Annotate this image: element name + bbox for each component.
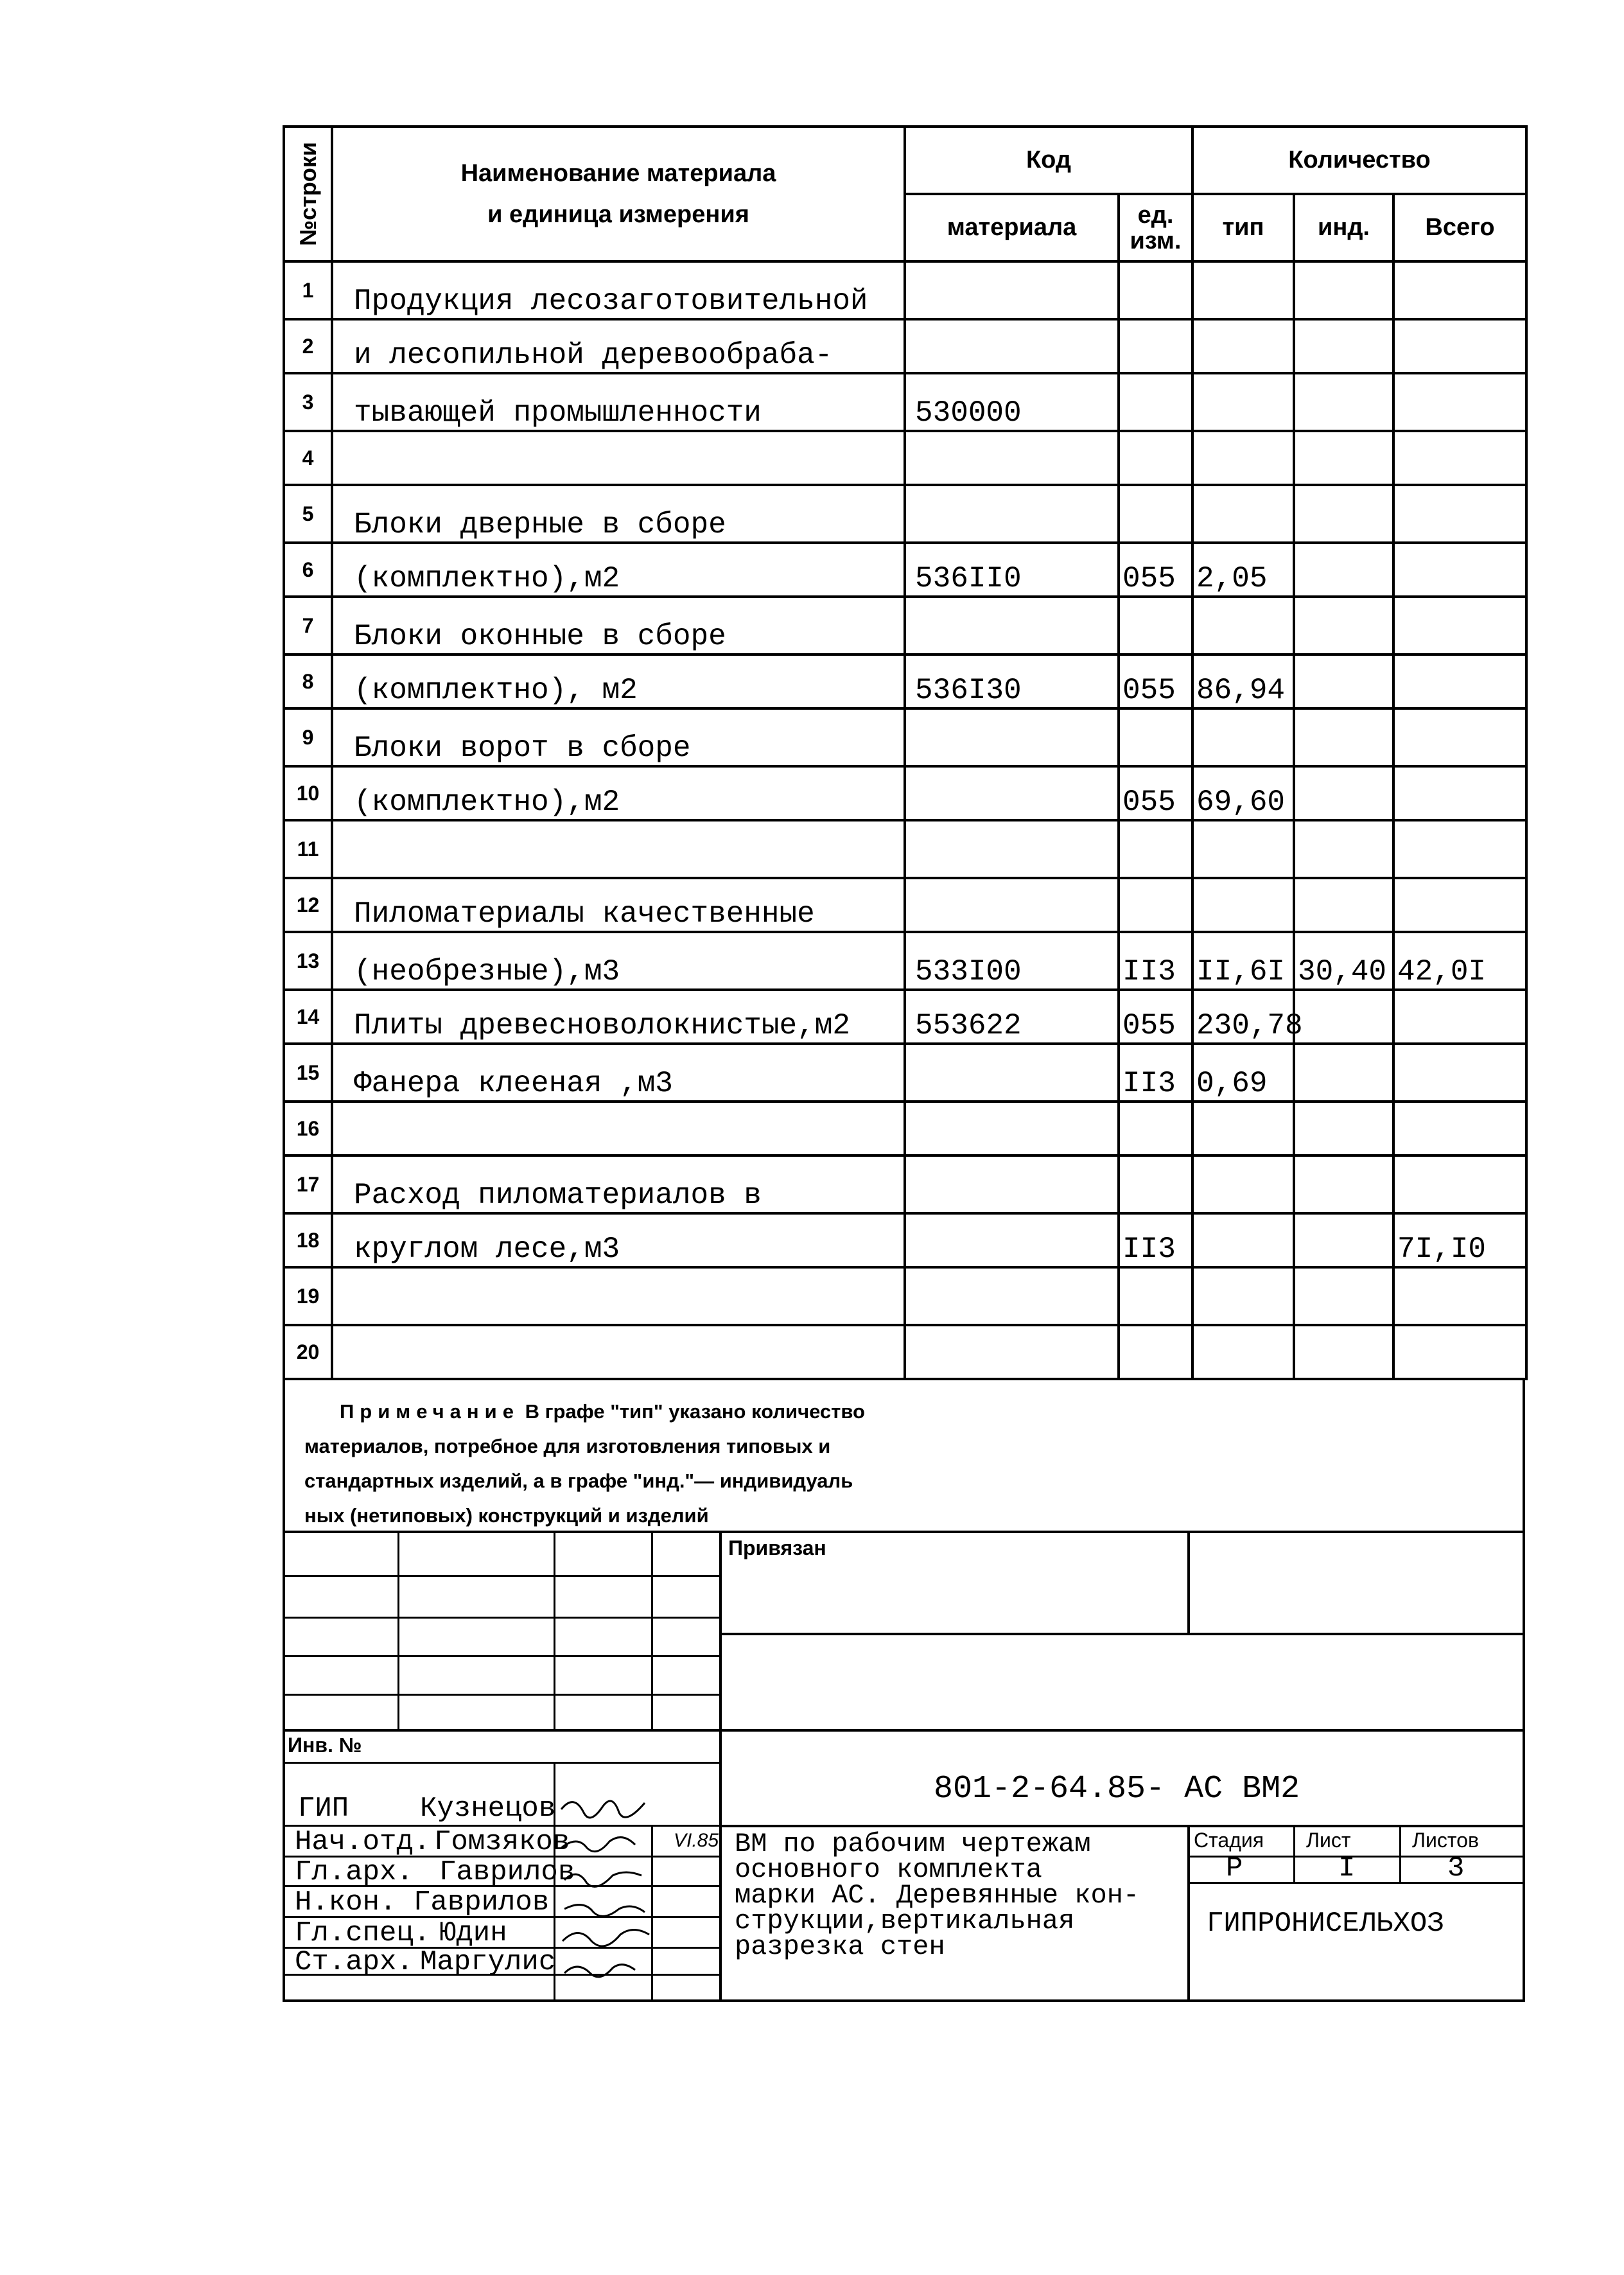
material-name: (комплектно),м2 [332, 766, 905, 820]
material-code [905, 820, 1119, 878]
material-name: Пиломатериалы качественные [332, 878, 905, 932]
signer-role: Ст.арх. [295, 1946, 414, 1978]
sheets-value: 3 [1447, 1852, 1465, 1884]
materials-table [283, 125, 1528, 1380]
unit-code [1119, 1102, 1192, 1155]
quantity-typ [1192, 319, 1294, 373]
quantity-total [1393, 1267, 1526, 1325]
material-name: Блоки ворот в сборе [332, 708, 905, 766]
row-number: 6 [284, 543, 332, 597]
table-row [284, 990, 1526, 1044]
quantity-ind [1294, 319, 1393, 373]
code-header: Код [905, 127, 1192, 194]
quantity-ind [1294, 431, 1393, 485]
quantity-total [1393, 1325, 1526, 1379]
unit-code [1119, 319, 1192, 373]
quantity-typ: II,6I [1192, 932, 1294, 990]
signer-role: Гл.спец. [295, 1917, 431, 1949]
row-number: 18 [284, 1213, 332, 1267]
unit-code [1119, 431, 1192, 485]
quantity-total [1393, 878, 1526, 932]
table-row [284, 597, 1526, 654]
signer-name: Гаврилов [439, 1856, 575, 1888]
material-name [332, 431, 905, 485]
inventory-number-label: Инв. № [288, 1734, 362, 1757]
quantity-typ [1192, 1213, 1294, 1267]
table-row [284, 1102, 1526, 1155]
unit-code: 055 [1119, 990, 1192, 1044]
quantity-typ [1192, 1155, 1294, 1213]
material-name: круглом лесе,м3 [332, 1213, 905, 1267]
row-number: 15 [284, 1044, 332, 1102]
row-number: 9 [284, 708, 332, 766]
quantity-ind [1294, 1102, 1393, 1155]
ind-header: инд. [1294, 194, 1393, 261]
material-code: 553622 [905, 990, 1119, 1044]
quantity-total [1393, 654, 1526, 708]
unit-code: 055 [1119, 766, 1192, 820]
unit-code: II3 [1119, 1044, 1192, 1102]
material-name [332, 1267, 905, 1325]
quantity-total [1393, 543, 1526, 597]
material-name-header: Наименование материала и единица измерения [332, 127, 905, 261]
quantity-typ [1192, 373, 1294, 431]
organization: ГИПРОНИСЕЛЬХОЗ [1207, 1908, 1444, 1940]
note-line-2: материалов, потребное для изготовления типовых и [304, 1435, 831, 1457]
table-row [284, 1155, 1526, 1213]
quantity-total [1393, 597, 1526, 654]
table-row [284, 766, 1526, 820]
row-number: 11 [284, 820, 332, 878]
material-code: 530000 [905, 373, 1119, 431]
quantity-ind [1294, 1267, 1393, 1325]
unit-code: II3 [1119, 932, 1192, 990]
row-number: 16 [284, 1102, 332, 1155]
quantity-typ: 0,69 [1192, 1044, 1294, 1102]
material-code: 536I30 [905, 654, 1119, 708]
unit-header: ед. изм. [1119, 194, 1192, 261]
quantity-total: 42,0I [1393, 932, 1526, 990]
typ-header: тип [1192, 194, 1294, 261]
quantity-typ: 2,05 [1192, 543, 1294, 597]
unit-code: 055 [1119, 654, 1192, 708]
signer-name: Кузнецов [420, 1793, 556, 1825]
quantity-typ [1192, 708, 1294, 766]
material-name: Расход пиломатериалов в [332, 1155, 905, 1213]
signatures [555, 1790, 658, 1983]
note-block [283, 1380, 1525, 1533]
quantity-total [1393, 1155, 1526, 1213]
material-code [905, 597, 1119, 654]
table-row [284, 820, 1526, 878]
quantity-typ [1192, 485, 1294, 543]
document-code: 801-2-64.85- АС ВМ2 [934, 1771, 1300, 1807]
quantity-total [1393, 1044, 1526, 1102]
material-code [905, 261, 1119, 319]
quantity-typ: 230,78 [1192, 990, 1294, 1044]
material-name: Блоки оконные в сборе [332, 597, 905, 654]
material-code [905, 708, 1119, 766]
row-number: 5 [284, 485, 332, 543]
quantity-typ [1192, 878, 1294, 932]
material-name: Продукция лесозаготовительной [332, 261, 905, 319]
row-number: 4 [284, 431, 332, 485]
quantity-typ [1192, 597, 1294, 654]
material-code [905, 1155, 1119, 1213]
quantity-ind [1294, 485, 1393, 543]
table-row [284, 878, 1526, 932]
unit-code [1119, 878, 1192, 932]
material-code [905, 485, 1119, 543]
material-code [905, 1102, 1119, 1155]
material-name: Блоки дверные в сборе [332, 485, 905, 543]
quantity-ind [1294, 878, 1393, 932]
quantity-total [1393, 990, 1526, 1044]
unit-code [1119, 373, 1192, 431]
material-name [332, 1325, 905, 1379]
quantity-ind: 30,40 [1294, 932, 1393, 990]
row-number: 12 [284, 878, 332, 932]
quantity-ind [1294, 766, 1393, 820]
row-number: 8 [284, 654, 332, 708]
quantity-typ [1192, 1102, 1294, 1155]
quantity-header: Количество [1192, 127, 1526, 194]
stage-value: Р [1226, 1852, 1243, 1884]
table-row [284, 261, 1526, 319]
note-line-3: стандартных изделий, а в графе "инд."— индивидуаль [304, 1470, 853, 1492]
quantity-ind [1294, 990, 1393, 1044]
table-row [284, 708, 1526, 766]
quantity-total: 7I,I0 [1393, 1213, 1526, 1267]
signer-name: Юдин [439, 1917, 507, 1949]
sheet-value: I [1338, 1852, 1356, 1884]
table-row [284, 932, 1526, 990]
row-number: 19 [284, 1267, 332, 1325]
unit-code: 055 [1119, 543, 1192, 597]
quantity-typ [1192, 261, 1294, 319]
table-row [284, 485, 1526, 543]
sheets-label: Листов [1412, 1829, 1479, 1852]
unit-code [1119, 485, 1192, 543]
privyazan-label: Привязан [728, 1536, 826, 1559]
signer-name: Гомзяков [434, 1826, 570, 1858]
material-name: (необрезные),м3 [332, 932, 905, 990]
table-row [284, 373, 1526, 431]
material-name: и лесопильной деревообраба- [332, 319, 905, 373]
row-number: 1 [284, 261, 332, 319]
quantity-typ: 69,60 [1192, 766, 1294, 820]
material-code [905, 319, 1119, 373]
sheet-label: Лист [1306, 1829, 1351, 1852]
quantity-total [1393, 431, 1526, 485]
quantity-total [1393, 319, 1526, 373]
unit-code [1119, 597, 1192, 654]
signer-role: ГИП [298, 1793, 349, 1825]
unit-code [1119, 1267, 1192, 1325]
table-row [284, 543, 1526, 597]
document-sheet [283, 125, 1525, 2002]
table-row [284, 431, 1526, 485]
material-code [905, 878, 1119, 932]
quantity-ind [1294, 373, 1393, 431]
unit-code [1119, 820, 1192, 878]
quantity-typ [1192, 1325, 1294, 1379]
material-code [905, 766, 1119, 820]
material-name [332, 820, 905, 878]
material-code [905, 1267, 1119, 1325]
table-row [284, 1267, 1526, 1325]
quantity-ind [1294, 654, 1393, 708]
material-code-header: материала [905, 194, 1119, 261]
signature-date: VI.85 [674, 1830, 719, 1851]
row-number: 10 [284, 766, 332, 820]
table-row [284, 319, 1526, 373]
quantity-total [1393, 766, 1526, 820]
quantity-total [1393, 261, 1526, 319]
material-code: 533I00 [905, 932, 1119, 990]
quantity-total [1393, 373, 1526, 431]
note-line-4: ных (нетиповых) конструкций и изделий [304, 1504, 709, 1527]
row-number: 17 [284, 1155, 332, 1213]
material-code [905, 1044, 1119, 1102]
signer-name: Гаврилов [414, 1886, 550, 1919]
quantity-ind [1294, 1213, 1393, 1267]
signer-name: Маргулис [420, 1946, 556, 1978]
quantity-ind [1294, 1155, 1393, 1213]
quantity-total [1393, 708, 1526, 766]
material-code: 536II0 [905, 543, 1119, 597]
material-code [905, 1213, 1119, 1267]
material-code [905, 431, 1119, 485]
row-number: 3 [284, 373, 332, 431]
table-row [284, 1325, 1526, 1379]
material-name: Фанера клееная ,м3 [332, 1044, 905, 1102]
quantity-ind [1294, 261, 1393, 319]
row-number-header: №строки [284, 127, 332, 261]
table-row [284, 1044, 1526, 1102]
unit-code [1119, 1155, 1192, 1213]
signer-role: Н.кон. [295, 1886, 397, 1919]
material-name: (комплектно),м2 [332, 543, 905, 597]
unit-code [1119, 261, 1192, 319]
quantity-typ [1192, 431, 1294, 485]
quantity-typ [1192, 820, 1294, 878]
quantity-ind [1294, 597, 1393, 654]
table-row [284, 1213, 1526, 1267]
unit-code [1119, 1325, 1192, 1379]
stage-label: Стадия [1194, 1829, 1264, 1852]
unit-code: II3 [1119, 1213, 1192, 1267]
unit-code [1119, 708, 1192, 766]
material-name: тывающей промышленности [332, 373, 905, 431]
row-number: 7 [284, 597, 332, 654]
quantity-ind [1294, 708, 1393, 766]
quantity-ind [1294, 543, 1393, 597]
quantity-total [1393, 485, 1526, 543]
title-block [283, 1533, 1525, 2002]
material-name: (комплектно), м2 [332, 654, 905, 708]
document-title: ВМ по рабочим чертежам основного комплекта марки АС. Деревянные кон- струкции,вертикальная разрезка стен [735, 1829, 1140, 1962]
note-title: Примечание [340, 1400, 520, 1423]
quantity-typ [1192, 1267, 1294, 1325]
material-code [905, 1325, 1119, 1379]
signer-role: Гл.арх. [295, 1856, 414, 1888]
table-row [284, 654, 1526, 708]
quantity-ind [1294, 1044, 1393, 1102]
total-header: Всего [1393, 194, 1526, 261]
material-name [332, 1102, 905, 1155]
quantity-ind [1294, 820, 1393, 878]
note-line-1: В графе "тип" указано количество [525, 1400, 865, 1423]
row-number: 20 [284, 1325, 332, 1379]
quantity-total [1393, 1102, 1526, 1155]
material-name: Плиты древесноволокнистые,м2 [332, 990, 905, 1044]
row-number: 13 [284, 932, 332, 990]
row-number: 14 [284, 990, 332, 1044]
signer-role: Нач.отд. [295, 1826, 431, 1858]
quantity-typ: 86,94 [1192, 654, 1294, 708]
quantity-total [1393, 820, 1526, 878]
quantity-ind [1294, 1325, 1393, 1379]
row-number: 2 [284, 319, 332, 373]
